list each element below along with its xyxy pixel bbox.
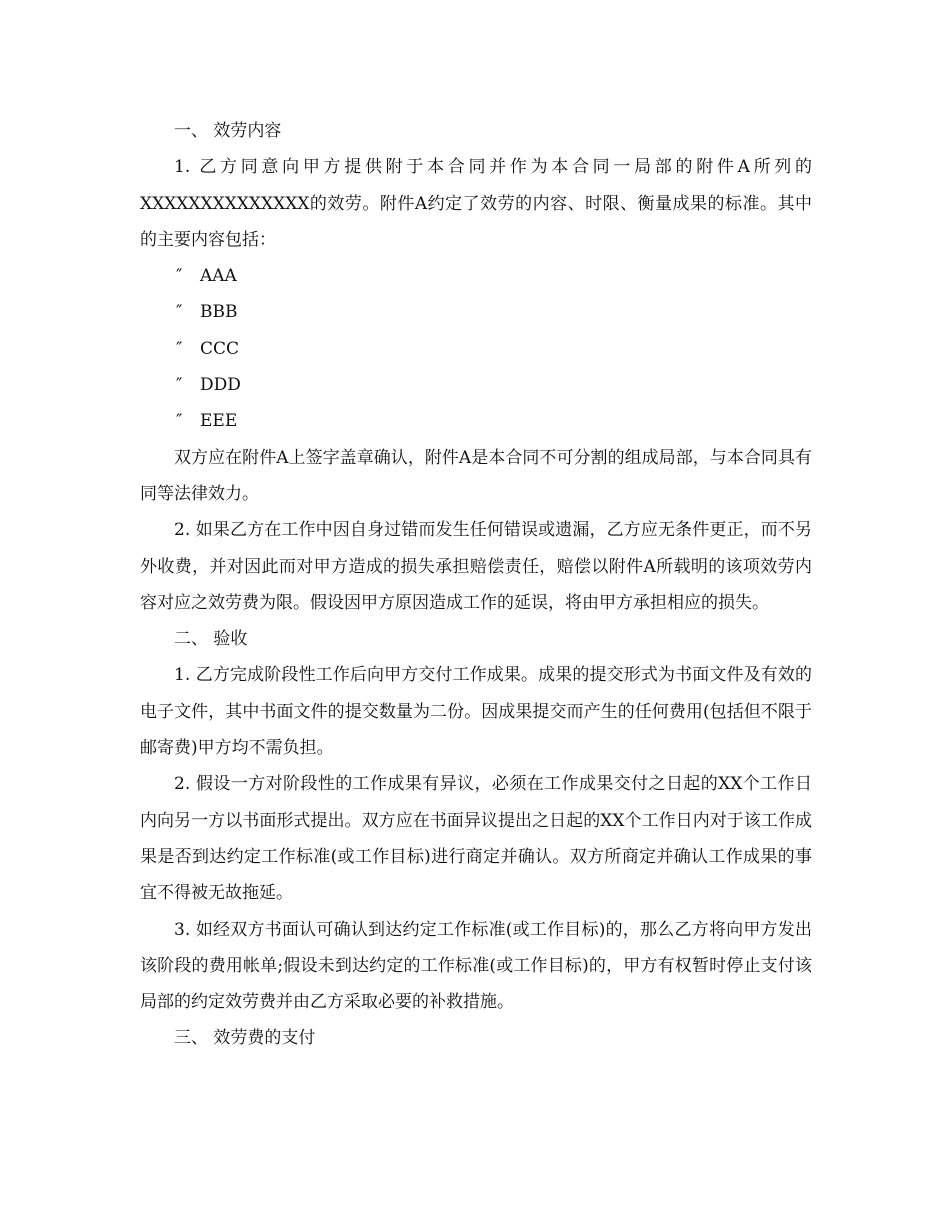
section-heading-2: 二、 验收	[174, 629, 248, 650]
bullet-mark: ″	[176, 266, 183, 287]
bullet-mark: ″	[176, 338, 183, 359]
paragraph-objection: 2. 假设一方对阶段性的工作成果有异议，必须在工作成果交付之日起的XX个工作日内向另一方以书面形式提出。双方应在书面异议提出之日起的XX个工作日内对于该工作成果是否到达约定工作标准(或工作目标)进行商定并确认。双方所商定并确认工作成果的事宜不得被无故拖延。	[140, 774, 812, 904]
list-item	[140, 367, 812, 403]
list-item	[140, 258, 812, 294]
list-item-text: BBB	[200, 302, 238, 323]
paragraph-delivery: 1. 乙方完成阶段性工作后向甲方交付工作成果。成果的提交形式为书面文件及有效的电子文件，其中书面文件的提交数量为二份。因成果提交而产生的任何费用(包括但不限于邮寄费)甲方均不需负担。	[140, 665, 812, 759]
paragraph-annex-confirmation: 双方应在附件A上签字盖章确认，附件A是本合同不可分割的组成局部，与本合同具有同等法律效力。	[140, 447, 812, 504]
list-item-text: AAA	[200, 266, 237, 287]
list-item	[140, 331, 812, 367]
paragraph-billing: 3. 如经双方书面认可确认到达约定工作标准(或工作目标)的，那么乙方将向甲方发出该阶段的费用帐单;假设未到达约定的工作标准(或工作目标)的，甲方有权暂时停止支付该局部的约定效劳费并由乙方采取必要的补救措施。	[140, 919, 812, 1013]
section-heading-1: 一、 效劳内容	[174, 121, 282, 141]
list-item-text: CCC	[200, 338, 240, 359]
list-item	[140, 294, 812, 330]
section-heading-3: 三、 效劳费的支付	[174, 1028, 316, 1049]
list-item	[140, 403, 812, 439]
bullet-mark: ″	[176, 375, 183, 396]
paragraph-service-scope: 1. 乙方同意向甲方提供附于本合同并作为本合同一局部的附件A所列的XXXXXXXXXXXXXX的效劳。附件A约定了效劳的内容、时限、衡量成果的标准。其中的主要内容包括：	[140, 157, 812, 250]
list-item-text: DDD	[200, 375, 241, 396]
bullet-mark: ″	[176, 411, 183, 432]
paragraph-error-correction: 2. 如果乙方在工作中因自身过错而发生任何错误或遗漏，乙方应无条件更正，而不另外收费，并对因此而对甲方造成的损失承担赔偿责任，赔偿以附件A所载明的该项效劳内容对应之效劳费为限。假设因甲方原因造成工作的延误，将由甲方承担相应的损失。	[140, 520, 812, 613]
document-body	[140, 113, 812, 1057]
bullet-mark: ″	[176, 302, 183, 323]
list-item-text: EEE	[200, 411, 238, 432]
